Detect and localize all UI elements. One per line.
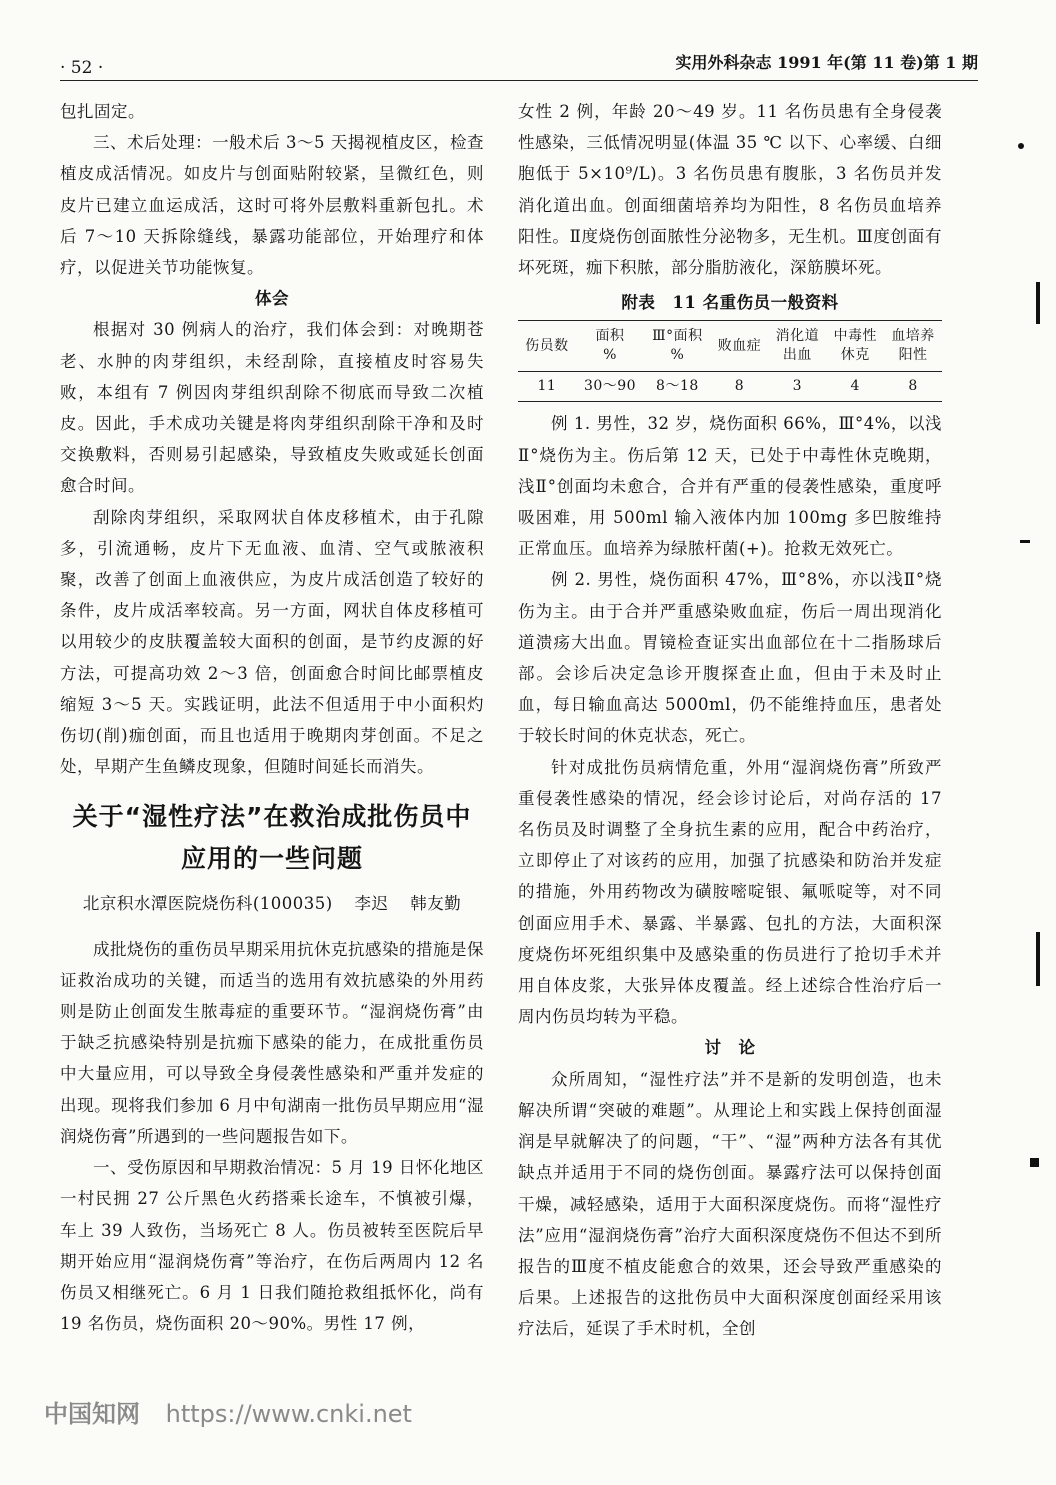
table-cell: 4 [850, 378, 860, 395]
watermark-brand: 中国知网 [44, 1400, 140, 1428]
scan-mark [1036, 282, 1040, 324]
table-header-cell: 伤员数 [518, 321, 576, 372]
paragraph-treatment: 针对成批伤员病情危重，外用“湿润烧伤膏”所致严重侵袭性感染的情况，经会诊讨论后，对尚存活的 17 名伤员及时调整了全身抗生素的应用，配合中药治疗，立即停止了对该药的应用，加强了抗感染和防治并发症的措施，外用药物改为磺胺嘧啶银、氟哌啶等，对不同创面应用手术、暴露、半暴露、包扎的方法，大面积深度烧伤坏死组织集中及感染重的伤员进行了抢切手术并用自体皮浆，大张异体皮覆盖。经上述综合性治疗后一周内伤员均转为平稳。 [518, 757, 942, 1027]
table-header-cell: 中毒性 休克 [826, 321, 884, 372]
page-number: · 52 · [60, 58, 104, 78]
affiliation: 北京积水潭医院烧伤科(100035) [82, 894, 333, 914]
section-heading-discussion: 讨 论 [704, 1038, 756, 1058]
paragraph-intro: 成批烧伤的重伤员早期采用抗休克抗感染的措施是保证救治成功的关键，而适当的选用有效抗感染的外用药则是防止创面发生脓毒症的重要环节。“湿润烧伤膏”由于缺乏抗感染特别是抗痂下感染的能力，在成批重伤员中大量应用，可以导致全身侵袭性感染和严重并发症的出现。现将我们参加 6 月中旬湖南一批伤员早期应用“湿润烧伤膏”所遇到的一些问题报告如下。 [60, 939, 484, 1146]
paragraph-discussion: 众所周知，“湿性疗法”并不是新的发明创造，也未解决所谓“突破的难题”。从理论上和实践上保持创面湿润是早就解决了的问题，“干”、“湿”两种方法各有其优缺点并适用于不同的烧伤创面。暴露疗法可以保持创面干燥，减轻感染，适用于大面积深度烧伤。而将“湿性疗法”应用“湿润烧伤膏”治疗大面积深度烧伤不但达不到所报告的Ⅲ度不植皮能愈合的效果，还会导致严重感染的后果。上述报告的这批伤员中大面积深度创面经采用该疗法后，延误了手术时机，全创 [518, 1069, 942, 1339]
table-header-cell: 消化道 出血 [768, 321, 826, 372]
section-heading-tihui: 体会 [255, 289, 289, 309]
table-header-row [518, 321, 942, 372]
table-caption: 附表 11 名重伤员一般资料 [621, 293, 839, 313]
data-table [518, 320, 942, 402]
paragraph-case-start: 一、受伤原因和早期救治情况：5 月 19 日怀化地区一村民拥 27 公斤黑色火药搭乘长途车，不慎被引爆，车上 39 人致伤，当场死亡 8 人。伤员被转至医院后早期开始应用“湿润烧伤膏”等治疗，在伤后两周内 12 名伤员又相继死亡。6 月 1 日我们随抢救组抵怀化，尚有 19 名伤员，烧伤面积 20～90%。男性 17 例， [60, 1158, 484, 1334]
table-header-cell: 败血症 [711, 321, 769, 372]
author-2: 韩友勤 [410, 894, 462, 914]
paragraph-fixation: 包扎固定。 [60, 102, 145, 121]
header-rule [60, 80, 978, 81]
table-cell: 8～18 [656, 378, 699, 395]
table-cell: 8 [734, 378, 745, 395]
article-title-line1: 关于“湿性疗法”在救治成批伤员中 [72, 802, 472, 832]
article-title-line2: 应用的一些问题 [180, 844, 363, 874]
table-header-cell: Ⅲ°面积 % [644, 321, 710, 372]
left-column [60, 96, 484, 1339]
scan-mark [1020, 540, 1030, 543]
table-cell: 11 [537, 378, 557, 395]
author-1: 李迟 [354, 894, 389, 914]
paragraph-tihui-2: 刮除肉芽组织，采取网状自体皮移植术，由于孔隙多，引流通畅，皮片下无血液、血清、空气或脓液积聚，改善了创面上血液供应，为皮片成活创造了较好的条件，皮片成活率较高。另一方面，网状自体皮移植可以用较少的皮肤覆盖较大面积的创面，是节约皮源的好方法，可提高功效 2～3 倍，创面愈合时间比邮票植皮缩短 3～5 天。实践证明，此法不但适用于中小面积灼伤切(削)痂创面，而且也适用于晚期肉芽创面。不足之处，早期产生鱼鳞皮现象，但随时间延长而消失。 [60, 507, 484, 777]
right-column [518, 96, 942, 1345]
journal-header: 实用外科杂志 1991 年(第 11 卷)第 1 期 [675, 53, 978, 72]
table-header-cell: 面积 % [576, 321, 644, 372]
paragraph-continued: 女性 2 例，年龄 20～49 岁。11 名伤员患有全身侵袭性感染，三低情况明显(体温 35 ℃ 以下、心率缓、白细胞低于 5×10⁹/L)。3 名伤员患有腹胀，3 名伤员并发消化道出血。创面细菌培养均为阳性，8 名伤员血培养阳性。Ⅱ度烧伤创面脓性分泌物多，无生机。Ⅲ度创面有坏死斑，痂下积脓，部分脂肪液化，深筋膜坏死。 [518, 102, 942, 278]
paragraph-tihui-1: 根据对 30 例病人的治疗，我们体会到：对晚期苍老、水肿的肉芽组织，未经刮除，直接植皮时容易失败，本组有 7 例因肉芽组织刮除不彻底而导致二次植皮。因此，手术成功关键是将肉芽组织刮除干净和及时交换敷料，否则易引起感染，导致植皮失败或延长创面愈合时间。 [60, 320, 484, 496]
scan-mark [1018, 143, 1024, 149]
table-cell: 30～90 [583, 378, 637, 395]
table-row [518, 372, 942, 402]
cnki-watermark [44, 1394, 412, 1429]
table-header-cell: 血培养 阳性 [884, 321, 942, 372]
byline [60, 888, 484, 919]
watermark-url: https://www.cnki.net [165, 1400, 412, 1428]
paragraph-case-1: 例 1. 男性，32 岁，烧伤面积 66%，Ⅲ°4%，以浅Ⅱ°烧伤为主。伤后第 12 天，已处于中毒性休克晚期，浅Ⅱ°创面均未愈合，合并有严重的侵袭性感染，重度呼吸困难，用 500ml 输入液体内加 100mg 多巴胺维持正常血压。血培养为绿脓杆菌(+)。抢救无效死亡。 [518, 414, 942, 559]
scan-mark [1036, 932, 1040, 986]
scan-mark [1030, 1158, 1039, 1167]
paragraph-postop: 三、术后处理：一般术后 3～5 天揭视植皮区，检查植皮成活情况。如皮片与创面贴附较紧，呈微红色，则皮片已建立血运成活，这时可将外层敷料重新包扎。术后 7～10 天拆除缝线，暴露功能部位，开始理疗和体疗，以促进关节功能恢复。 [60, 133, 484, 278]
table-cell: 3 [792, 378, 803, 395]
table-cell: 8 [908, 378, 918, 395]
article-title [60, 796, 484, 880]
paragraph-case-2: 例 2. 男性，烧伤面积 47%，Ⅲ°8%，亦以浅Ⅱ°烧伤为主。由于合并严重感染败血症，伤后一周出现消化道溃疡大出血。胃镜检查证实出血部位在十二指肠球后部。会诊后决定急诊开腹探查止血，但由于未及时止血，每日输血高达 5000ml，仍不能维持血压，患者处于较长时间的休克状态，死亡。 [518, 570, 942, 746]
